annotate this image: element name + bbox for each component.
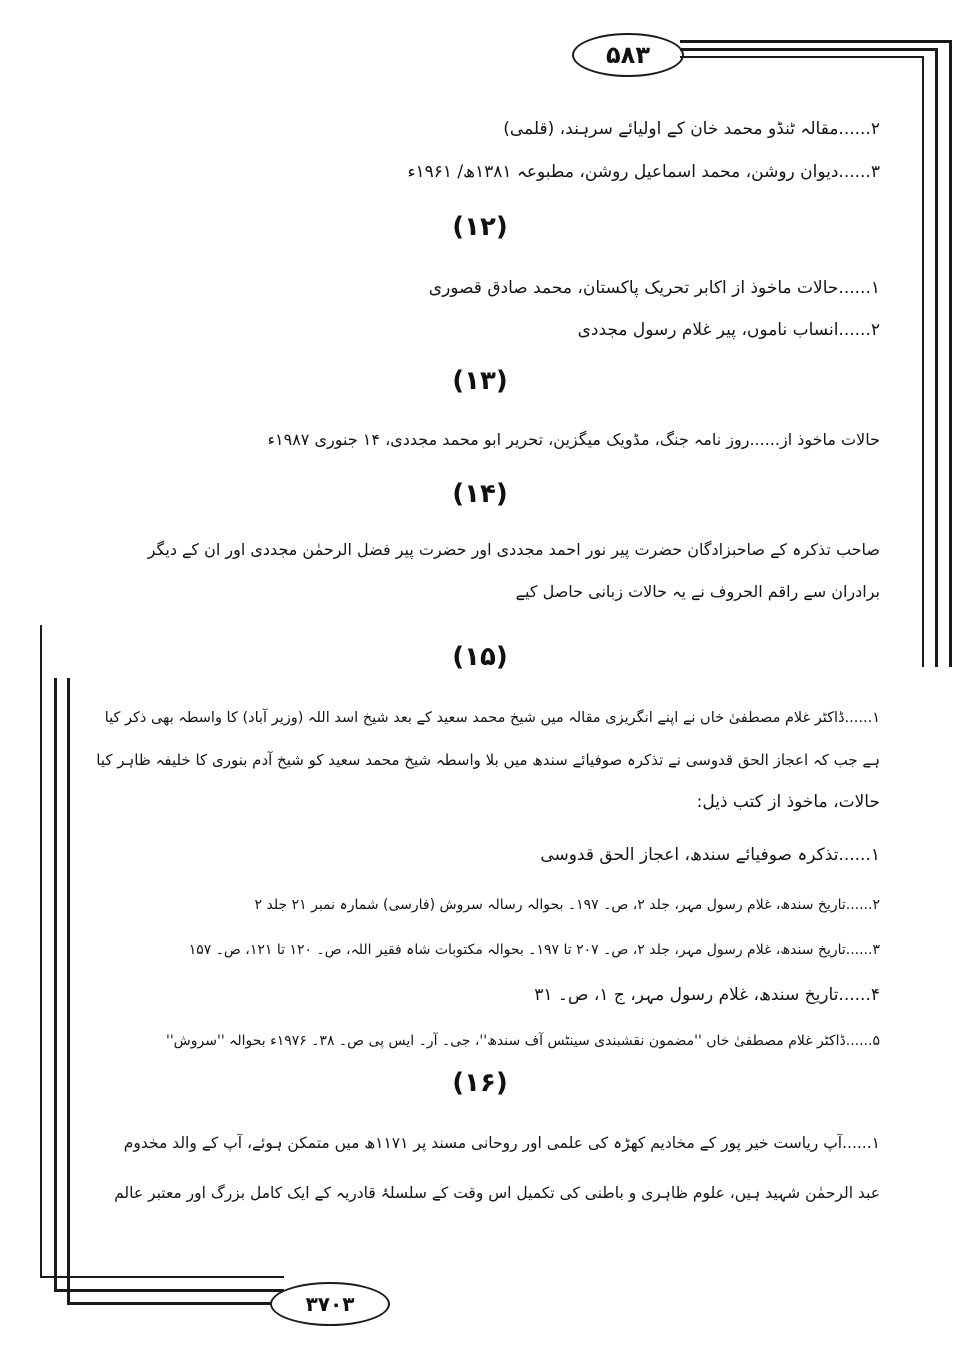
section-14-line-2: برادران سے راقم الحروف نے یہ حالات زبانی حاصل کیے [515,582,880,601]
section-12-heading: (۱۲) [452,212,508,242]
section-15-paragraph-line-1: ۱......ڈاکٹر غلام مصطفیٰ خاں نے اپنے انگریزی مقالہ میں شیخ محمد سعید کے بعد شیخ اسد اللہ (وزیر آباد) کا واسطہ بھی ذکر کیا [104,710,880,726]
section-13-text: حالات ماخوذ از......روز نامہ جنگ، مڈویک میگزین، تحریر ابو محمد مجددی، ۱۴ جنوری ۱۹۸۷ء [267,430,880,449]
top-frame-rule-inner [680,56,924,58]
section-15-paragraph-line-3: حالات، ماخوذ از کتب ذیل: [696,792,880,812]
top-frame-rule-middle [680,48,938,51]
section-11-item-2: ۲......مقالہ ٹنڈو محمد خان کے اولیائے سرہند، (قلمی) [503,119,880,139]
section-14-heading: (۱۴) [452,479,508,509]
section-15-paragraph-line-2: ہے جب کہ اعجاز الحق قدوسی نے تذکرہ صوفیائے سندھ میں بلا واسطہ شیخ محمد سعید کو شیخ آدم بنوری کا خلیفہ ظاہر کیا [96,751,880,769]
top-page-number: ۵۸۳ [606,41,650,69]
bottom-page-number: ۳۷۰۳ [305,1292,355,1316]
section-12-item-1: ۱......حالات ماخوذ از اکابر تحریک پاکستان، محمد صادق قصوری [428,278,880,298]
section-15-heading: (۱۵) [452,642,508,672]
top-frame-rule-outer [680,40,952,43]
bottom-page-number-badge [270,1282,390,1326]
left-frame-rule-outer [67,678,70,1304]
section-12-item-2: ۲......انساب ناموں، پیر غلام رسول مجددی [577,320,880,340]
bottom-frame-rule-middle [54,1289,284,1292]
section-15-source-1: ۱......تذکرہ صوفیائے سندھ، اعجاز الحق قدوسی [540,845,880,865]
section-11-item-3: ۳......دیوان روشن، محمد اسماعیل روشن، مطبوعہ ۱۳۸۱ھ/ ۱۹۶۱ء [407,162,880,182]
section-13-heading: (۱۳) [452,366,508,396]
left-frame-rule-middle [54,678,57,1290]
top-page-number-badge [572,33,684,77]
bottom-frame-rule-inner [40,1276,284,1278]
right-frame-rule-inner [922,56,924,667]
right-frame-rule-middle [935,48,938,667]
section-16-heading: (۱۶) [452,1068,508,1098]
section-16-line-2: عبد الرحمٰن شہید ہیں، علوم ظاہری و باطنی کی تکمیل اس وقت کے سلسلۂ قادریہ کے ایک کامل بزرگ اور معتبر عالم [114,1184,880,1202]
section-15-source-5: ۵......ڈاکٹر غلام مصطفیٰ خاں ''مضمون نقشبندی سینٹس آف سندھ''، جی۔ آر۔ ایس پی ص۔ ۳۸۔ ۱۹۷۶ء بحوالہ ''سروش'' [165,1033,880,1049]
bottom-frame-rule-outer [67,1302,284,1305]
section-16-line-1: ۱......آپ ریاست خیر پور کے مخادیم کھڑہ کی علمی اور روحانی مسند پر ۱۱۷۱ھ میں متمکن ہوئے، آپ کے والد مخدوم [123,1134,880,1152]
section-15-source-3: ۳......تاریخ سندھ، غلام رسول مہر، جلد ۲، ص۔ ۲۰۷ تا ۱۹۷۔ بحوالہ مکتوبات شاہ فقیر اللہ، ص۔ ۱۲۰ تا ۱۲۱، ص۔ ۱۵۷ [188,942,880,958]
left-frame-rule-inner [40,625,42,1276]
section-15-source-2: ۲......تاریخ سندھ، غلام رسول مہر، جلد ۲، ص۔ ۱۹۷۔ بحوالہ رسالہ سروش (فارسی) شمارہ نمبر ۲۱ جلد ۲ [254,897,880,913]
section-15-source-4: ۴......تاریخ سندھ، غلام رسول مہر، ج ۱، ص۔ ۳۱ [534,985,880,1005]
section-14-line-1: صاحب تذکرہ کے صاحبزادگان حضرت پیر نور احمد مجددی اور حضرت پیر فضل الرحمٰن مجددی اور ان کے دیگر [147,540,880,559]
right-frame-rule-outer [949,40,952,667]
